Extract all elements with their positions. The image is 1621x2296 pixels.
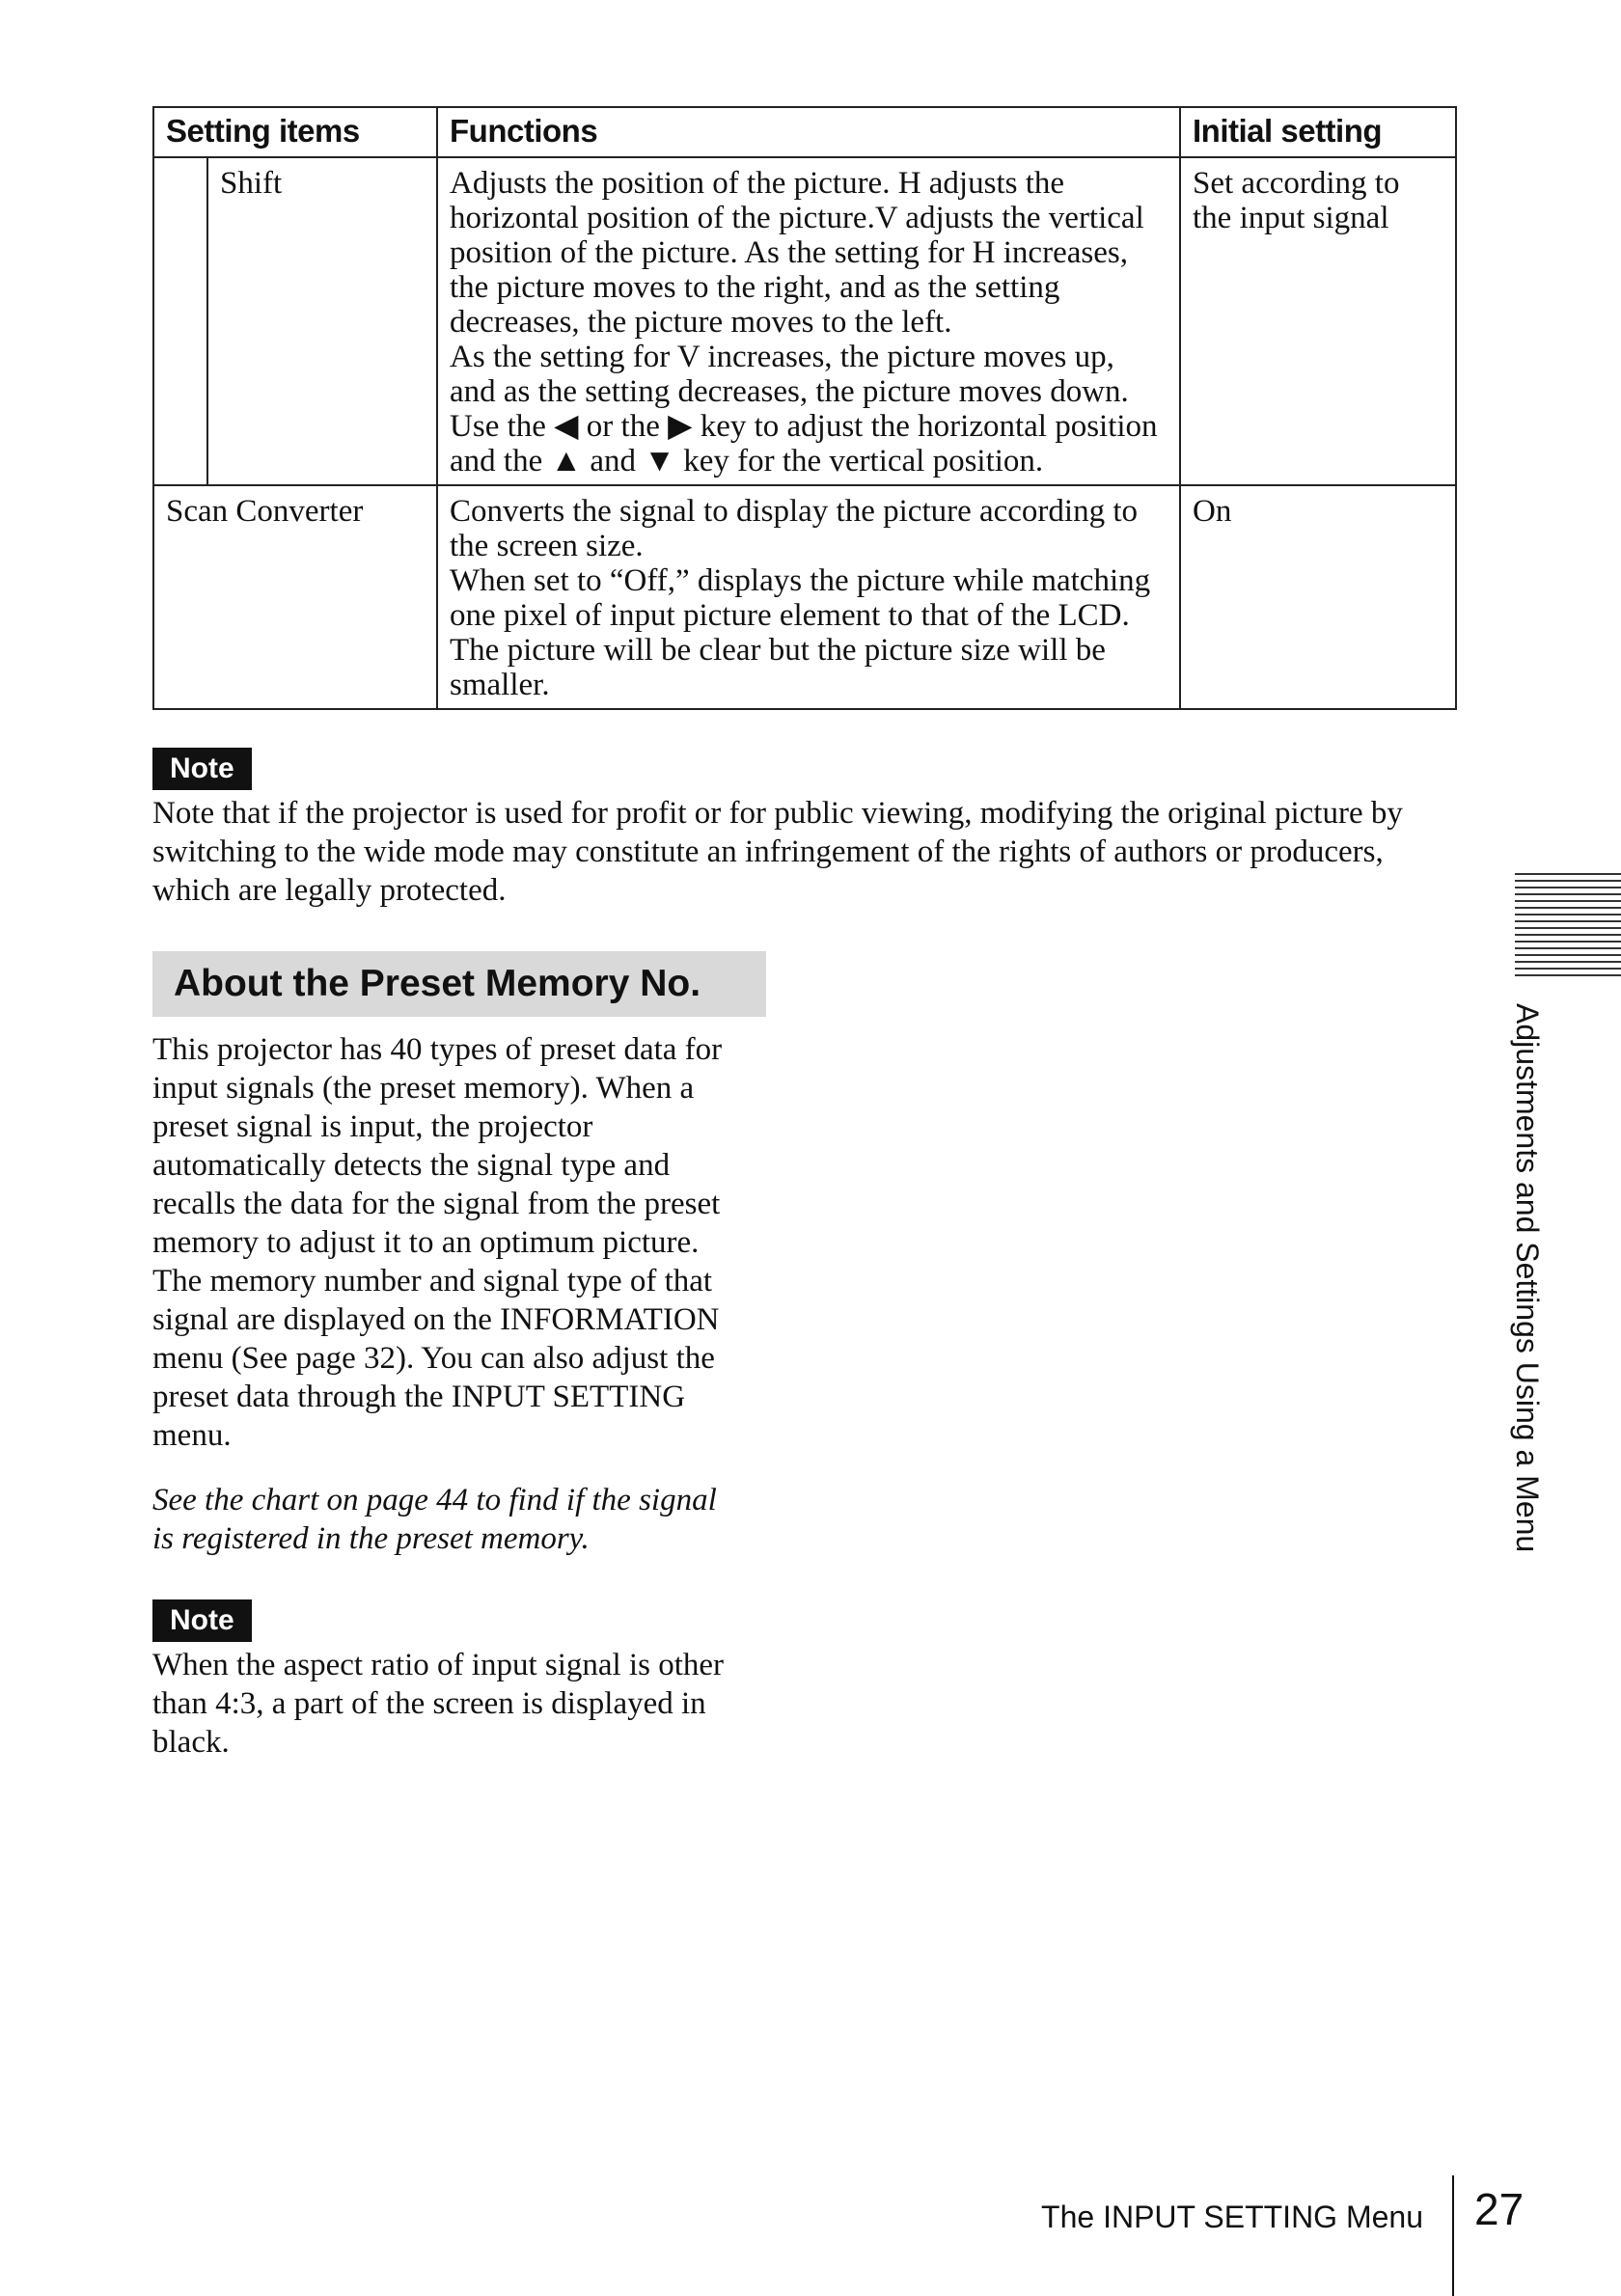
function-cell bbox=[437, 485, 1180, 709]
body-line: The memory number and signal type of that bbox=[152, 1264, 713, 1298]
function-line: the picture moves to the right, and as the setting bbox=[450, 270, 1060, 305]
body-line: menu (See page 32). You can also adjust the bbox=[152, 1341, 715, 1376]
initial-line: On bbox=[1193, 494, 1232, 529]
body-line: preset signal is input, the projector bbox=[152, 1109, 593, 1144]
settings-table bbox=[152, 106, 1457, 710]
side-chapter-title: Adjustments and Settings Using a Menu bbox=[1510, 1003, 1545, 1553]
function-line: The picture will be clear but the picture size will be bbox=[450, 633, 1106, 668]
header-setting-items: Setting items bbox=[153, 107, 437, 157]
note-text bbox=[152, 794, 1465, 910]
section-heading: About the Preset Memory No. bbox=[152, 951, 766, 1017]
body-line: automatically detects the signal type and bbox=[152, 1148, 671, 1183]
function-line: position of the picture. As the setting for H increases, bbox=[450, 235, 1128, 270]
body-line: memory to adjust it to an optimum picture. bbox=[152, 1225, 700, 1260]
footer-title: The INPUT SETTING Menu bbox=[1041, 2200, 1423, 2234]
note-line: black. bbox=[152, 1725, 230, 1760]
section-tab-marker bbox=[1515, 873, 1621, 981]
footer-divider bbox=[1452, 2175, 1454, 2296]
function-line: decreases, the picture moves to the left. bbox=[450, 305, 952, 340]
initial-setting-cell bbox=[1180, 157, 1456, 485]
note-line: which are legally protected. bbox=[152, 873, 507, 908]
note-text bbox=[152, 1646, 780, 1762]
initial-setting-cell bbox=[1180, 485, 1456, 709]
function-line: smaller. bbox=[450, 668, 550, 702]
header-initial-setting: Initial setting bbox=[1180, 107, 1456, 157]
body-line: preset data through the INPUT SETTING bbox=[152, 1380, 686, 1414]
body-line: This projector has 40 types of preset data for bbox=[152, 1032, 723, 1067]
table-header-row bbox=[153, 107, 1456, 157]
body-line: recalls the data for the signal from the preset bbox=[152, 1187, 721, 1221]
body-line: input signals (the preset memory). When a bbox=[152, 1071, 695, 1106]
header-functions: Functions bbox=[437, 107, 1180, 157]
note-line: switching to the wide mode may constitute an infringement of the rights of authors or producers, bbox=[152, 834, 1384, 869]
table-row bbox=[153, 485, 1456, 709]
function-line: Converts the signal to display the picture according to bbox=[450, 494, 1139, 529]
section-body bbox=[152, 1030, 780, 1455]
italic-line: is registered in the preset memory. bbox=[152, 1521, 590, 1556]
page-number: 27 bbox=[1474, 2184, 1525, 2234]
section-italic-note bbox=[152, 1481, 780, 1558]
function-line: As the setting for V increases, the picture moves up, bbox=[450, 340, 1114, 374]
function-cell bbox=[437, 157, 1180, 485]
function-line: and the ▲ and ▼ key for the vertical position. bbox=[450, 444, 1044, 478]
function-line: horizontal position of the picture.V adjusts the vertical bbox=[450, 201, 1144, 235]
note-label: Note bbox=[152, 1599, 252, 1642]
italic-line: See the chart on page 44 to find if the signal bbox=[152, 1483, 717, 1517]
function-line: Adjusts the position of the picture. H adjusts the bbox=[450, 166, 1065, 201]
indent-cell bbox=[153, 157, 207, 485]
function-line: the screen size. bbox=[450, 529, 644, 563]
setting-item-cell: Shift bbox=[207, 157, 437, 485]
function-line: and as the setting decreases, the picture moves down. bbox=[450, 374, 1129, 409]
function-line: When set to “Off,” displays the picture while matching bbox=[450, 563, 1151, 598]
table-row bbox=[153, 157, 1456, 485]
note-label: Note bbox=[152, 748, 252, 790]
body-line: menu. bbox=[152, 1418, 232, 1453]
function-line: one pixel of input picture element to that of the LCD. bbox=[450, 598, 1130, 633]
setting-item-cell: Scan Converter bbox=[153, 485, 437, 709]
function-line: Use the ◀ or the ▶ key to adjust the horizontal position bbox=[450, 409, 1158, 444]
body-line: signal are displayed on the INFORMATION bbox=[152, 1302, 720, 1337]
initial-line: Set according to bbox=[1193, 166, 1400, 201]
note-line: than 4:3, a part of the screen is displayed in bbox=[152, 1686, 706, 1721]
note-line: When the aspect ratio of input signal is other bbox=[152, 1648, 725, 1682]
initial-line: the input signal bbox=[1193, 201, 1389, 235]
note-line: Note that if the projector is used for profit or for public viewing, modifying the original picture by bbox=[152, 796, 1403, 831]
